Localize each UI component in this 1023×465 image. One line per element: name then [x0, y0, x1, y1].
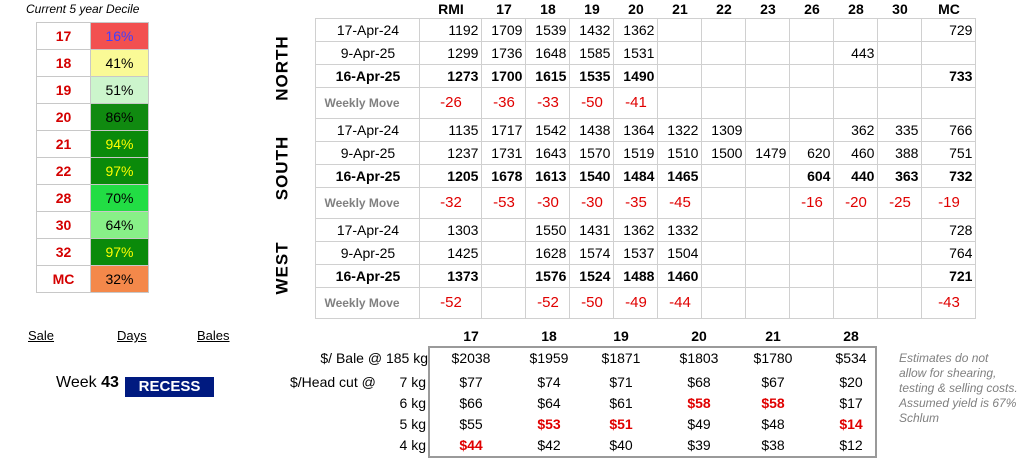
price-cell: 1576: [526, 264, 570, 287]
price-cell: 1332: [658, 218, 702, 241]
price-cell: [790, 64, 834, 87]
week-prefix: Week: [56, 374, 102, 391]
price-cell: 1484: [614, 164, 658, 187]
price-cell: 1570: [570, 141, 614, 164]
decile-micron: 22: [37, 158, 91, 185]
price-cell: 1362: [614, 218, 658, 241]
price-cell: 443: [834, 41, 878, 64]
price-cell: [878, 41, 922, 64]
weekly-move-row: [250, 287, 976, 318]
weekly-move-value: -52: [420, 287, 482, 318]
price-cell: 1537: [614, 241, 658, 264]
price-cell: [746, 218, 790, 241]
weekly-move-value: -32: [420, 187, 482, 218]
row-date: 17-Apr-24: [316, 18, 420, 41]
price-row: [250, 218, 976, 241]
price-cell: [658, 41, 702, 64]
header-spacer: [250, 0, 316, 18]
decile-row: [37, 239, 149, 266]
price-column-header: 21: [765, 328, 781, 344]
head-cut-label: $/Head cut @: [290, 374, 376, 390]
price-cell: 1519: [614, 141, 658, 164]
price-cell: 1535: [570, 64, 614, 87]
head-cut-price: $48: [761, 416, 785, 432]
column-header: RMI: [438, 0, 464, 17]
price-column-header: 19: [613, 328, 629, 344]
price-cell: 1135: [420, 118, 482, 141]
price-cell: 1432: [570, 18, 614, 41]
decile-percent: 94%: [91, 131, 149, 158]
week-label: [56, 374, 119, 392]
price-cell: 764: [922, 241, 976, 264]
price-cell: 1425: [420, 241, 482, 264]
price-cell: [658, 18, 702, 41]
price-cell: 1615: [526, 64, 570, 87]
weekly-move-value: -35: [614, 187, 658, 218]
bale-price: $1780: [753, 350, 793, 366]
decile-percent: 97%: [91, 158, 149, 185]
row-date: 16-Apr-25: [316, 164, 420, 187]
price-row: [250, 118, 976, 141]
weekly-move-value: [790, 87, 834, 118]
region-label: [250, 118, 316, 218]
weekly-move-label: Weekly Move: [316, 187, 420, 218]
sale-label: Sale: [28, 328, 55, 343]
region-price-table: [250, 0, 976, 319]
estimates-note: [899, 351, 1019, 426]
price-cell: 721: [922, 264, 976, 287]
weekly-move-value: -44: [658, 287, 702, 318]
price-column-header: 28: [843, 328, 859, 344]
price-cell: [834, 18, 878, 41]
price-cell: 1309: [702, 118, 746, 141]
price-cell: 1500: [702, 141, 746, 164]
price-cell: 335: [878, 118, 922, 141]
price-cell: 728: [922, 218, 976, 241]
price-cell: 1510: [658, 141, 702, 164]
weekly-move-value: -50: [570, 87, 614, 118]
decile-percent: 41%: [91, 50, 149, 77]
yield-text: Assumed yield is 67% Schlum: [899, 396, 1017, 425]
price-cell: 1364: [614, 118, 658, 141]
region-name: NORTH: [272, 35, 292, 101]
decile-micron: 30: [37, 212, 91, 239]
price-cell: 1540: [570, 164, 614, 187]
price-cell: [746, 41, 790, 64]
price-cell: [790, 41, 834, 64]
price-row: [250, 241, 976, 264]
price-cell: 388: [878, 141, 922, 164]
decile-row: [37, 266, 149, 293]
price-cell: [702, 218, 746, 241]
head-cut-price: $55: [459, 416, 483, 432]
price-column-header: 18: [541, 328, 557, 344]
price-column-header: 17: [463, 328, 479, 344]
days-label: Days: [117, 328, 147, 343]
weekly-move-value: -52: [526, 287, 570, 318]
decile-micron: 20: [37, 104, 91, 131]
bale-price: $2038: [451, 350, 491, 366]
weekly-move-value: [746, 287, 790, 318]
price-cell: [746, 64, 790, 87]
price-cell: [790, 264, 834, 287]
decile-percent: 51%: [91, 77, 149, 104]
price-cell: 1322: [658, 118, 702, 141]
bale-price: $534: [835, 350, 867, 366]
decile-row: [37, 50, 149, 77]
column-header: 22: [716, 0, 732, 17]
price-cell: 1488: [614, 264, 658, 287]
price-cell: 1504: [658, 241, 702, 264]
row-date: 17-Apr-24: [316, 118, 420, 141]
price-cell: [746, 118, 790, 141]
region-label: [250, 218, 316, 318]
decile-micron: 18: [37, 50, 91, 77]
price-row: [250, 264, 976, 287]
price-cell: [878, 64, 922, 87]
decile-micron: MC: [37, 266, 91, 293]
head-cut-price: $71: [609, 374, 633, 390]
price-cell: [878, 18, 922, 41]
head-cut-price: $40: [609, 437, 633, 453]
head-cut-price: $61: [609, 395, 633, 411]
row-date: 9-Apr-25: [316, 141, 420, 164]
head-cut-price: $14: [839, 416, 863, 432]
head-cut-price: $20: [839, 374, 863, 390]
column-header: MC: [938, 0, 960, 17]
column-header: 17: [496, 0, 512, 17]
weekly-move-value: -45: [658, 187, 702, 218]
head-cut-price: $67: [761, 374, 785, 390]
decile-row: [37, 131, 149, 158]
price-cell: 729: [922, 18, 976, 41]
head-cut-price: $66: [459, 395, 483, 411]
weekly-move-value: [878, 87, 922, 118]
price-cell: 1550: [526, 218, 570, 241]
decile-row: [37, 77, 149, 104]
weekly-move-label: Weekly Move: [316, 287, 420, 318]
price-cell: 1237: [420, 141, 482, 164]
head-cut-kg: 5 kg: [399, 416, 426, 432]
weekly-move-value: [790, 287, 834, 318]
price-cell: 1273: [420, 64, 482, 87]
decile-row: [37, 212, 149, 239]
decile-row: [37, 23, 149, 50]
price-cell: 1628: [526, 241, 570, 264]
price-cell: 733: [922, 64, 976, 87]
weekly-move-value: -16: [790, 187, 834, 218]
weekly-move-value: [482, 287, 526, 318]
price-cell: 1431: [570, 218, 614, 241]
weekly-move-value: -36: [482, 87, 526, 118]
column-header: 26: [804, 0, 820, 17]
price-cell: [702, 18, 746, 41]
decile-row: [37, 104, 149, 131]
head-cut-price: $58: [761, 395, 785, 411]
decile-row: [37, 185, 149, 212]
weekly-move-value: -53: [482, 187, 526, 218]
price-cell: 1192: [420, 18, 482, 41]
weekly-move-row: [250, 187, 976, 218]
row-date: 9-Apr-25: [316, 241, 420, 264]
weekly-move-value: -49: [614, 287, 658, 318]
price-cell: 460: [834, 141, 878, 164]
weekly-move-value: -25: [878, 187, 922, 218]
price-cell: 1700: [482, 64, 526, 87]
decile-micron: 19: [37, 77, 91, 104]
price-row: [250, 64, 976, 87]
weekly-move-value: [834, 287, 878, 318]
weekly-move-value: [746, 187, 790, 218]
price-cell: [482, 218, 526, 241]
decile-percent: 70%: [91, 185, 149, 212]
price-cell: 1524: [570, 264, 614, 287]
head-cut-price: $44: [459, 437, 483, 453]
weekly-move-value: [922, 87, 976, 118]
head-cut-price: $74: [537, 374, 561, 390]
price-cell: 1709: [482, 18, 526, 41]
price-cell: [834, 241, 878, 264]
region-label: [250, 18, 316, 118]
price-cell: [878, 241, 922, 264]
column-header: 30: [892, 0, 908, 17]
price-cell: [702, 164, 746, 187]
price-row: [250, 18, 976, 41]
head-cut-price: $64: [537, 395, 561, 411]
column-header: 19: [584, 0, 600, 17]
decile-micron: 32: [37, 239, 91, 266]
decile-micron: 17: [37, 23, 91, 50]
price-cell: 1731: [482, 141, 526, 164]
decile-percent: 16%: [91, 23, 149, 50]
price-cell: 1678: [482, 164, 526, 187]
head-cut-kg: 6 kg: [399, 395, 426, 411]
head-cut-price: $38: [761, 437, 785, 453]
head-cut-price: $53: [537, 416, 561, 432]
weekly-move-value: -43: [922, 287, 976, 318]
price-cell: 766: [922, 118, 976, 141]
region-name: WEST: [272, 241, 292, 295]
row-date: 16-Apr-25: [316, 264, 420, 287]
price-cell: [922, 41, 976, 64]
head-cut-kg: 4 kg: [399, 437, 426, 453]
region-name: SOUTH: [272, 135, 292, 201]
price-cell: 1465: [658, 164, 702, 187]
price-cell: [834, 64, 878, 87]
price-cell: [702, 41, 746, 64]
decile-percent: 32%: [91, 266, 149, 293]
weekly-move-value: -30: [526, 187, 570, 218]
column-header: 18: [540, 0, 556, 17]
price-cell: 1736: [482, 41, 526, 64]
price-cell: [790, 18, 834, 41]
price-cell: 1539: [526, 18, 570, 41]
price-cell: 440: [834, 164, 878, 187]
head-cut-price: $49: [687, 416, 711, 432]
decile-percent: 86%: [91, 104, 149, 131]
head-cut-price: $51: [609, 416, 633, 432]
estimates-text: Estimates do not allow for shearing, testing & selling costs.: [899, 351, 1018, 395]
price-cell: [658, 64, 702, 87]
price-cell: 1438: [570, 118, 614, 141]
column-header: 28: [848, 0, 864, 17]
head-cut-price: $58: [687, 395, 711, 411]
bale-price: $1871: [601, 350, 641, 366]
price-cell: [834, 264, 878, 287]
weekly-move-value: [834, 87, 878, 118]
weekly-move-value: -33: [526, 87, 570, 118]
decile-title: Current 5 year Decile: [26, 2, 140, 16]
decile-percent: 97%: [91, 239, 149, 266]
price-cell: [746, 241, 790, 264]
column-header: 23: [760, 0, 776, 17]
price-cell: 1542: [526, 118, 570, 141]
row-date: 9-Apr-25: [316, 41, 420, 64]
weekly-move-value: -26: [420, 87, 482, 118]
price-cell: 1303: [420, 218, 482, 241]
weekly-move-value: -41: [614, 87, 658, 118]
price-cell: 1717: [482, 118, 526, 141]
head-cut-price: $77: [459, 374, 483, 390]
decile-micron: 21: [37, 131, 91, 158]
price-cell: [702, 241, 746, 264]
price-cell: [834, 218, 878, 241]
price-column-header: 20: [691, 328, 707, 344]
column-header: 21: [672, 0, 688, 17]
price-row: [250, 141, 976, 164]
decile-table: [36, 22, 149, 293]
weekly-move-value: -30: [570, 187, 614, 218]
price-row: [250, 164, 976, 187]
price-cell: [746, 164, 790, 187]
price-cell: [790, 218, 834, 241]
price-cell: 1460: [658, 264, 702, 287]
head-cut-price: $12: [839, 437, 863, 453]
price-cell: [878, 264, 922, 287]
head-cut-price: $17: [839, 395, 863, 411]
row-date: 17-Apr-24: [316, 218, 420, 241]
price-cell: 1299: [420, 41, 482, 64]
bale-price: $1803: [679, 350, 719, 366]
head-cut-price: $39: [687, 437, 711, 453]
weekly-move-value: -20: [834, 187, 878, 218]
price-cell: 1648: [526, 41, 570, 64]
column-header: 20: [628, 0, 644, 17]
price-cell: 1574: [570, 241, 614, 264]
weekly-move-value: [878, 287, 922, 318]
price-cell: 1205: [420, 164, 482, 187]
price-cell: [790, 118, 834, 141]
price-cell: [746, 18, 790, 41]
price-cell: [746, 264, 790, 287]
recess-badge: RECESS: [125, 377, 214, 397]
head-cut-price: $42: [537, 437, 561, 453]
price-cell: 620: [790, 141, 834, 164]
head-cut-price: $68: [687, 374, 711, 390]
weekly-move-value: -50: [570, 287, 614, 318]
bales-label: Bales: [197, 328, 230, 343]
price-cell: 1479: [746, 141, 790, 164]
price-cell: 751: [922, 141, 976, 164]
header-date-spacer: [316, 0, 420, 18]
price-cell: 1585: [570, 41, 614, 64]
weekly-move-value: [746, 87, 790, 118]
weekly-move-value: [702, 87, 746, 118]
price-cell: [878, 218, 922, 241]
weekly-move-row: [250, 87, 976, 118]
decile-percent: 64%: [91, 212, 149, 239]
price-cell: 1373: [420, 264, 482, 287]
decile-micron: 28: [37, 185, 91, 212]
weekly-move-value: [702, 287, 746, 318]
price-cell: 1362: [614, 18, 658, 41]
price-cell: [702, 64, 746, 87]
weekly-move-value: [658, 87, 702, 118]
price-cell: [482, 241, 526, 264]
row-date: 16-Apr-25: [316, 64, 420, 87]
price-cell: [790, 241, 834, 264]
week-number: 43: [101, 374, 119, 391]
price-cell: 604: [790, 164, 834, 187]
price-cell: 363: [878, 164, 922, 187]
price-cell: 1490: [614, 64, 658, 87]
bale-price: $1959: [529, 350, 569, 366]
price-cell: [482, 264, 526, 287]
price-cell: 1613: [526, 164, 570, 187]
weekly-move-label: Weekly Move: [316, 87, 420, 118]
price-row: [250, 41, 976, 64]
decile-row: [37, 158, 149, 185]
price-cell: 732: [922, 164, 976, 187]
price-cell: [702, 264, 746, 287]
price-cell: 1531: [614, 41, 658, 64]
weekly-move-value: -19: [922, 187, 976, 218]
bale-price-label: $/ Bale @ 185 kg: [320, 350, 428, 366]
price-cell: 1643: [526, 141, 570, 164]
head-cut-kg: 7 kg: [399, 374, 426, 390]
price-cell: 362: [834, 118, 878, 141]
weekly-move-value: [702, 187, 746, 218]
